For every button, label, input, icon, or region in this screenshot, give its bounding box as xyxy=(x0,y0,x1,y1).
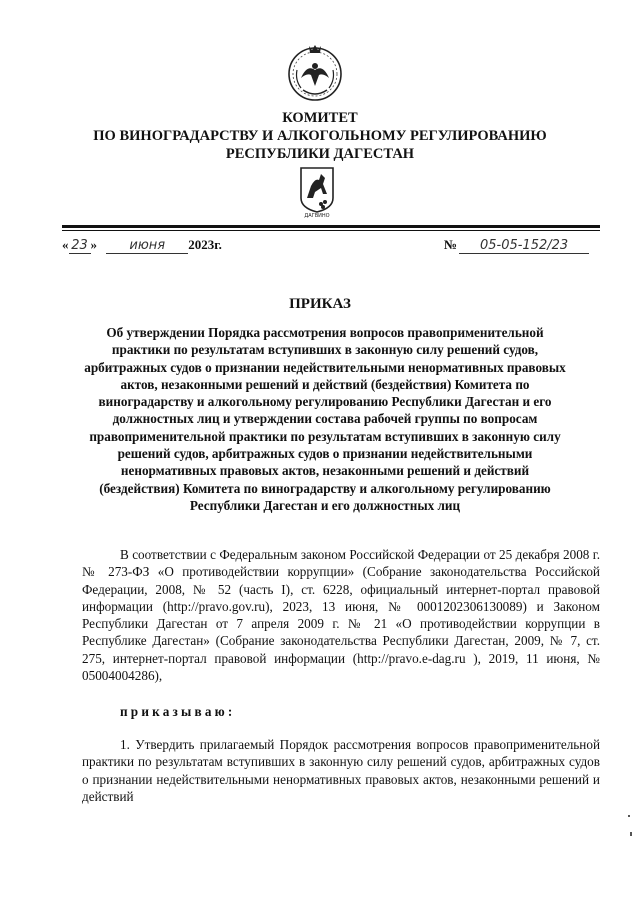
order-item-1: 1. Утвердить прилагаемый Порядок рассмотрения вопросов правоприменительной практики по результатам вступивших в законную силу решений судов, арбитражных судов о признании недействительными ненормативных правовых актов, незаконными решений и действий xyxy=(82,737,600,804)
header-line-republic: РЕСПУБЛИКИ ДАГЕСТАН xyxy=(225,146,415,162)
header-line-committee: КОМИТЕТ xyxy=(282,110,358,126)
header-divider-thick xyxy=(62,225,600,228)
preamble-paragraph: В соответствии с Федеральным законом Российской Федерации от 25 декабря 2008 г. № 273-ФЗ «О противодействии коррупции» (Собрание законодательства Российской Федерации, 2008, № 52 (часть I), ст. 6228, официальный интернет-портал правовой информации (http://pravo.gov.ru), 2023, 13 июня, № 0001202306130089) и Законом Республики Дагестан от 7 апреля 2009 г. № 21 «О противодействии коррупции в Республике Дагестан» (Собрание законодательства Республики Дагестан, 2009, № 7, ст. 275, интернет-портал правовой информации (http://pravo.e-dag.ru ), 2019, 11 июня, № 05004004286), xyxy=(82,547,600,684)
date-year: 2023г. xyxy=(188,237,222,252)
header-divider-thin xyxy=(62,230,600,231)
header-line-department: ПО ВИНОГРАДАРСТВУ И АЛКОГОЛЬНОМУ РЕГУЛИРОВАНИЮ xyxy=(93,128,547,144)
document-date: « 23 » июня 2023г. xyxy=(62,237,222,253)
document-title: ПРИКАЗ xyxy=(289,296,351,312)
scan-speck xyxy=(628,815,630,817)
dagestan-coat-of-arms-icon xyxy=(283,40,347,104)
document-number: № 05-05-152/23 xyxy=(444,237,589,254)
emblem-label: ДАГВИНО xyxy=(304,213,330,218)
document-number-value: 05-05-152/23 xyxy=(459,238,589,254)
document-subject: Об утверждении Порядка рассмотрения вопросов правоприменительной практики по результатам вступивших в законную силу решений судов, арбитражных судов о признании недействительными ненормативных правовых актов, незаконными решений и действий (бездействия) Комитета по виноградарству и алкогольному регулированию Республики Дагестан и его должностных лиц и утверждении состава рабочей группы по вопросам правоприменительной практики по результатам вступивших в законную силу решений судов, арбитражных судов о признании недействительными ненормативных правовых актов, незаконными решений и действий (бездействия) Комитета по виноградарству и алкогольному регулированию Республики Дагестан и его должностных лиц xyxy=(84,325,566,513)
order-word: приказываю: xyxy=(120,704,236,719)
dagvino-emblem-icon xyxy=(297,164,337,218)
scan-speck xyxy=(630,832,632,836)
date-day: 23 xyxy=(69,238,91,254)
date-month: июня xyxy=(106,238,188,254)
